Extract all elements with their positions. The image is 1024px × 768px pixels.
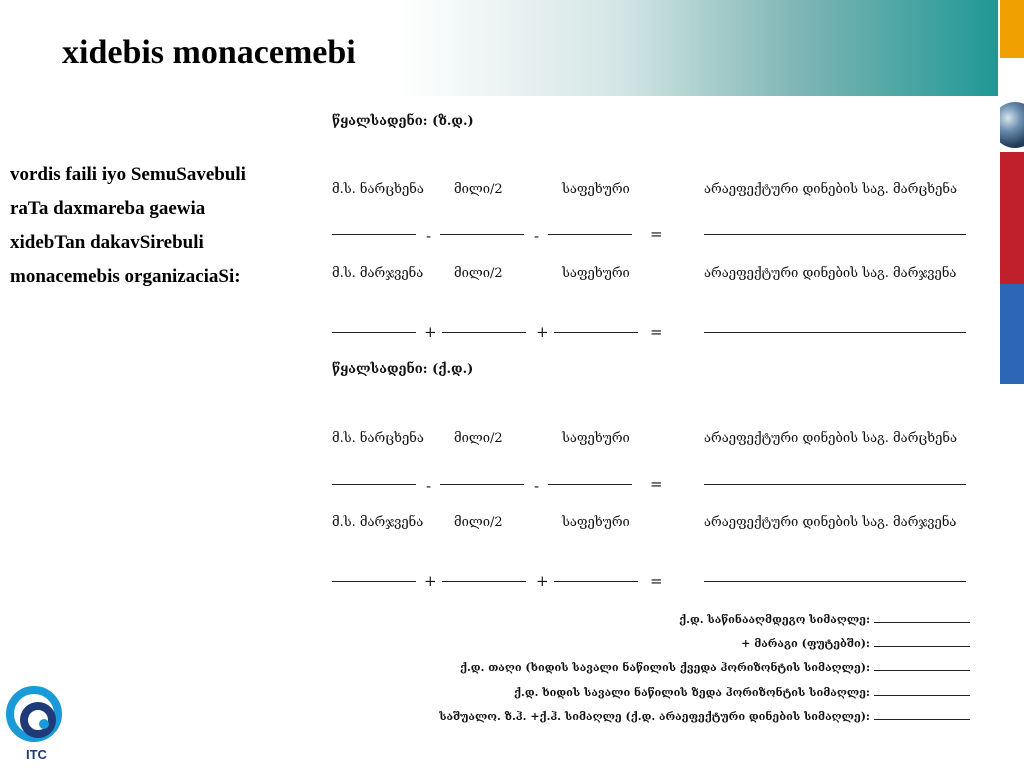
row-label: არაეფექტური დინების საგ. მარცხენა [704, 431, 958, 446]
operator: + [536, 572, 549, 590]
blank-line [332, 484, 416, 485]
blank-line [548, 234, 632, 235]
blank-line [704, 484, 966, 485]
summary-blank [874, 646, 970, 647]
row-label: მილი/2 [454, 431, 503, 446]
blank-line [440, 234, 524, 235]
summary-blank [874, 622, 970, 623]
section-title: წყალსადენი: (ზ.დ.) [332, 114, 474, 129]
accent-strip-red [1000, 152, 1024, 284]
blank-line [332, 332, 416, 333]
itc-logo [4, 684, 74, 764]
blank-line [332, 581, 416, 582]
blank-line [554, 581, 638, 582]
row-label: მილი/2 [454, 182, 503, 197]
blank-line [548, 484, 632, 485]
row-label: მილი/2 [454, 266, 503, 281]
row-label: მ.ს. ნარცხენა [332, 431, 424, 446]
operator: = [650, 572, 663, 590]
row-label: არაეფექტური დინების საგ. მარცხენა [704, 182, 958, 197]
summary-blank [874, 719, 970, 720]
summary-label: ქ.დ. თაღი (ხიდის სავალი ნაწილის ქვედა ჰორიზონტის სიმაღლე): [459, 661, 870, 674]
row-label: მილი/2 [454, 515, 503, 530]
summary-blank [874, 695, 970, 696]
operator: = [650, 323, 663, 341]
body-line: xidebTan dakavSirebuli [10, 232, 204, 253]
operator: - [426, 477, 432, 495]
accent-strip-blue [1000, 284, 1024, 384]
row-label: საფეხური [562, 515, 630, 530]
row-label: საფეხური [562, 266, 630, 281]
blank-line [442, 332, 526, 333]
accent-strip-orange [1000, 0, 1024, 58]
blank-line [704, 581, 966, 582]
summary-label: ქ.დ. საწინააღმდეგო სიმაღლე: [679, 613, 870, 626]
blank-line [704, 234, 966, 235]
operator: + [424, 572, 437, 590]
row-label: მ.ს. მარჯვენა [332, 515, 424, 530]
summary-label: + მარაგი (ფუტებში): [741, 637, 870, 650]
operator: = [650, 475, 663, 493]
blank-line [554, 332, 638, 333]
row-label: არაეფექტური დინების საგ. მარჯვენა [704, 515, 957, 530]
blank-line [704, 332, 966, 333]
blank-line [442, 581, 526, 582]
row-label: საფეხური [562, 431, 630, 446]
form-image [308, 96, 1000, 768]
blank-line [332, 234, 416, 235]
row-label: საფეხური [562, 182, 630, 197]
operator: + [536, 323, 549, 341]
itc-logo-icon [4, 684, 74, 764]
operator: - [426, 227, 432, 245]
section-title: წყალსადენი: (ქ.დ.) [332, 362, 474, 377]
row-label: არაეფექტური დინების საგ. მარჯვენა [704, 266, 957, 281]
operator: - [534, 227, 540, 245]
operator: + [424, 323, 437, 341]
operator: - [534, 477, 540, 495]
itc-logo-text: ITC [26, 747, 47, 762]
summary-blank [874, 670, 970, 671]
row-label: მ.ს. მარჯვენა [332, 266, 424, 281]
body-text [10, 158, 246, 294]
row-label: მ.ს. ნარცხენა [332, 182, 424, 197]
body-line: monacemebis organizaciaSi: [10, 266, 241, 287]
body-line: raTa daxmareba gaewia [10, 198, 206, 219]
body-line: vordis faili iyo SemuSavebuli [10, 164, 246, 185]
summary-label: საშუალო. ზ.ჰ. +ქ.ჰ. სიმაღლე (ქ.დ. არაეფექტური დინების სიმაღლე): [439, 710, 870, 723]
blank-line [440, 484, 524, 485]
slide-title: xidebis monacemebi [62, 34, 356, 71]
operator: = [650, 225, 663, 243]
summary-label: ქ.დ. ხიდის სავალი ნაწილის ზედა ჰორიზონტის სიმაღლე: [513, 686, 870, 699]
